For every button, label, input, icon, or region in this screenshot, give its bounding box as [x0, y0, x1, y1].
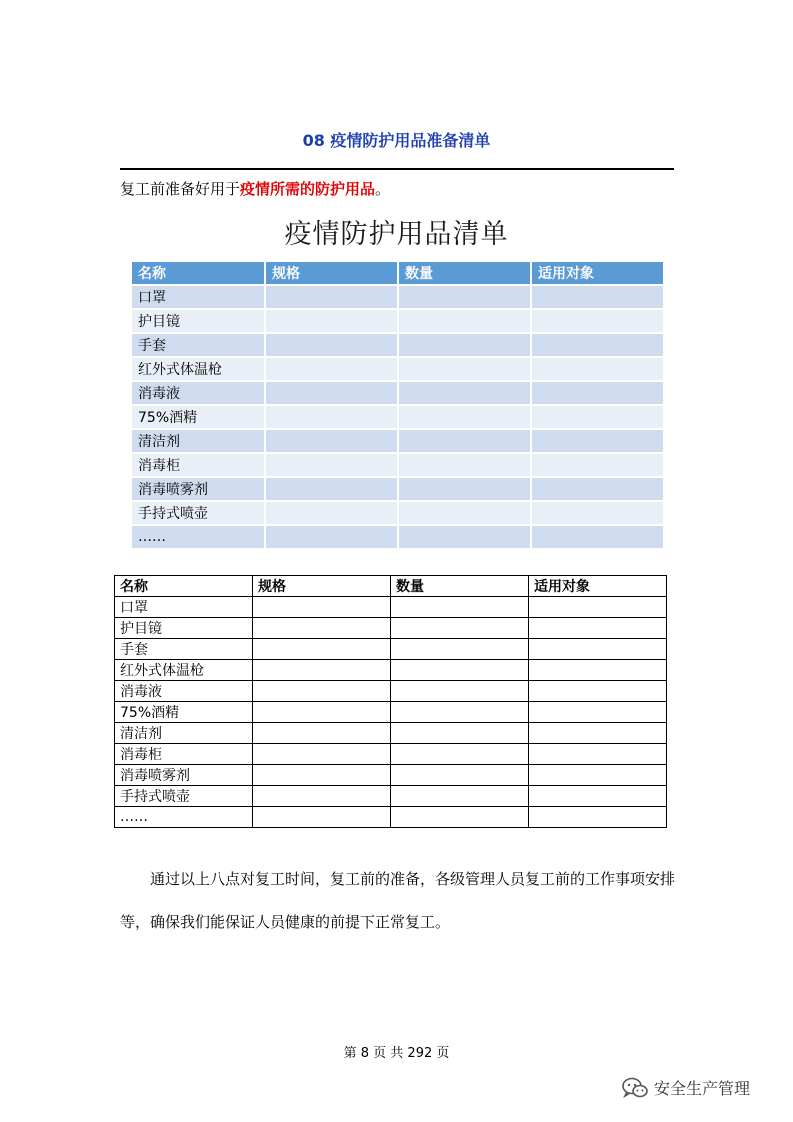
table-cell	[531, 525, 664, 548]
table-header-row	[115, 576, 667, 597]
intro-text	[120, 178, 390, 200]
item-name: 消毒喷雾剂	[115, 765, 253, 786]
table-row	[132, 453, 664, 477]
table-cell	[391, 786, 529, 807]
table-header-row	[132, 262, 664, 285]
table-cell	[253, 681, 391, 702]
brand-watermark	[622, 1076, 750, 1099]
table-row	[132, 405, 664, 429]
table-cell	[391, 681, 529, 702]
intro-prefix: 复工前准备好用于	[120, 180, 241, 198]
table-cell	[398, 477, 531, 501]
table-cell	[391, 765, 529, 786]
table-row	[132, 357, 664, 381]
table-cell	[265, 285, 398, 309]
title-divider	[120, 168, 674, 170]
item-name: 75%酒精	[115, 702, 253, 723]
table-cell	[398, 501, 531, 525]
table-row	[115, 702, 667, 723]
image-table-title: 疫情防护用品清单	[284, 219, 509, 250]
table-cell	[391, 744, 529, 765]
table-cell	[398, 429, 531, 453]
item-name: 红外式体温枪	[115, 660, 253, 681]
header-name: 名称	[115, 576, 253, 597]
table-cell	[398, 285, 531, 309]
item-name: 75%酒精	[132, 405, 265, 429]
table-cell	[531, 477, 664, 501]
item-name: 手套	[115, 639, 253, 660]
table-cell	[529, 597, 667, 618]
table-cell	[529, 744, 667, 765]
header-target: 适用对象	[531, 262, 664, 285]
table-cell	[253, 618, 391, 639]
table-cell	[398, 309, 531, 333]
table-cell	[391, 660, 529, 681]
wechat-icon	[622, 1077, 648, 1099]
table-cell	[265, 501, 398, 525]
table-row	[115, 765, 667, 786]
table-cell	[531, 429, 664, 453]
table-row	[132, 333, 664, 357]
item-name: 护目镜	[132, 309, 265, 333]
table-cell	[529, 723, 667, 744]
table-row	[115, 807, 667, 828]
item-name: ……	[115, 807, 253, 828]
table-row	[115, 744, 667, 765]
table-cell	[265, 429, 398, 453]
header-quantity: 数量	[391, 576, 529, 597]
brand-name: 安全生产管理	[654, 1079, 751, 1098]
table-cell	[398, 333, 531, 357]
table-cell	[253, 807, 391, 828]
header-target: 适用对象	[529, 576, 667, 597]
table-cell	[531, 333, 664, 357]
item-name: 清洁剂	[132, 429, 265, 453]
item-name: 手持式喷壶	[115, 786, 253, 807]
table-cell	[253, 723, 391, 744]
item-name: 护目镜	[115, 618, 253, 639]
table-cell	[265, 525, 398, 548]
table-cell	[253, 660, 391, 681]
table-row	[115, 786, 667, 807]
table-cell	[531, 405, 664, 429]
item-name: 消毒柜	[115, 744, 253, 765]
styled-supply-table	[132, 262, 665, 548]
table-row	[115, 618, 667, 639]
closing-paragraph: 通过以上八点对复工时间，复工前的准备，各级管理人员复工前的工作事项安排等，确保我们能保证人员健康的前提下正常复工。	[120, 870, 676, 931]
item-name: 清洁剂	[115, 723, 253, 744]
table-cell	[531, 357, 664, 381]
item-name: 消毒液	[115, 681, 253, 702]
table-cell	[398, 525, 531, 548]
table-cell	[529, 702, 667, 723]
table-cell	[529, 660, 667, 681]
table-cell	[265, 405, 398, 429]
table-row	[115, 597, 667, 618]
table-cell	[391, 807, 529, 828]
table-cell	[265, 453, 398, 477]
table-cell	[253, 744, 391, 765]
table-cell	[391, 723, 529, 744]
table-cell	[265, 357, 398, 381]
item-name: 手持式喷壶	[132, 501, 265, 525]
table-cell	[253, 765, 391, 786]
table-cell	[398, 453, 531, 477]
table-cell	[253, 786, 391, 807]
header-name: 名称	[132, 262, 265, 285]
table-row	[115, 639, 667, 660]
table-row	[132, 381, 664, 405]
intro-highlight: 疫情所需的防护用品	[240, 180, 376, 198]
table-cell	[398, 405, 531, 429]
item-name: 口罩	[115, 597, 253, 618]
table-cell	[529, 786, 667, 807]
page-number: 第 8 页 共 292 页	[343, 1046, 450, 1061]
item-name: 红外式体温枪	[132, 357, 265, 381]
table-cell	[253, 597, 391, 618]
table-cell	[529, 618, 667, 639]
item-name: 消毒液	[132, 381, 265, 405]
table-row	[132, 501, 664, 525]
plain-supply-table	[114, 575, 667, 828]
table-row	[132, 309, 664, 333]
item-name: ……	[132, 525, 265, 548]
table-row	[132, 477, 664, 501]
table-cell	[529, 807, 667, 828]
table-cell	[253, 639, 391, 660]
table-cell	[253, 702, 391, 723]
table-cell	[531, 285, 664, 309]
table-cell	[531, 309, 664, 333]
table-cell	[398, 381, 531, 405]
table-cell	[391, 702, 529, 723]
item-name: 口罩	[132, 285, 265, 309]
header-spec: 规格	[265, 262, 398, 285]
table-cell	[391, 597, 529, 618]
table-row	[115, 660, 667, 681]
item-name: 消毒柜	[132, 453, 265, 477]
table-cell	[531, 381, 664, 405]
item-name: 手套	[132, 333, 265, 357]
table-cell	[398, 357, 531, 381]
table-row	[132, 285, 664, 309]
table-row	[115, 723, 667, 744]
table-cell	[531, 453, 664, 477]
table-cell	[531, 501, 664, 525]
table-cell	[529, 639, 667, 660]
header-spec: 规格	[253, 576, 391, 597]
table-cell	[391, 618, 529, 639]
section-title: 08 疫情防护用品准备清单	[302, 131, 491, 150]
table-cell	[391, 639, 529, 660]
table-cell	[265, 477, 398, 501]
table-cell	[265, 309, 398, 333]
table-cell	[265, 381, 398, 405]
table-row	[132, 429, 664, 453]
table-cell	[529, 681, 667, 702]
intro-suffix: 。	[375, 180, 391, 198]
table-cell	[529, 765, 667, 786]
header-quantity: 数量	[398, 262, 531, 285]
table-row	[115, 681, 667, 702]
table-cell	[265, 333, 398, 357]
table-row	[132, 525, 664, 548]
item-name: 消毒喷雾剂	[132, 477, 265, 501]
